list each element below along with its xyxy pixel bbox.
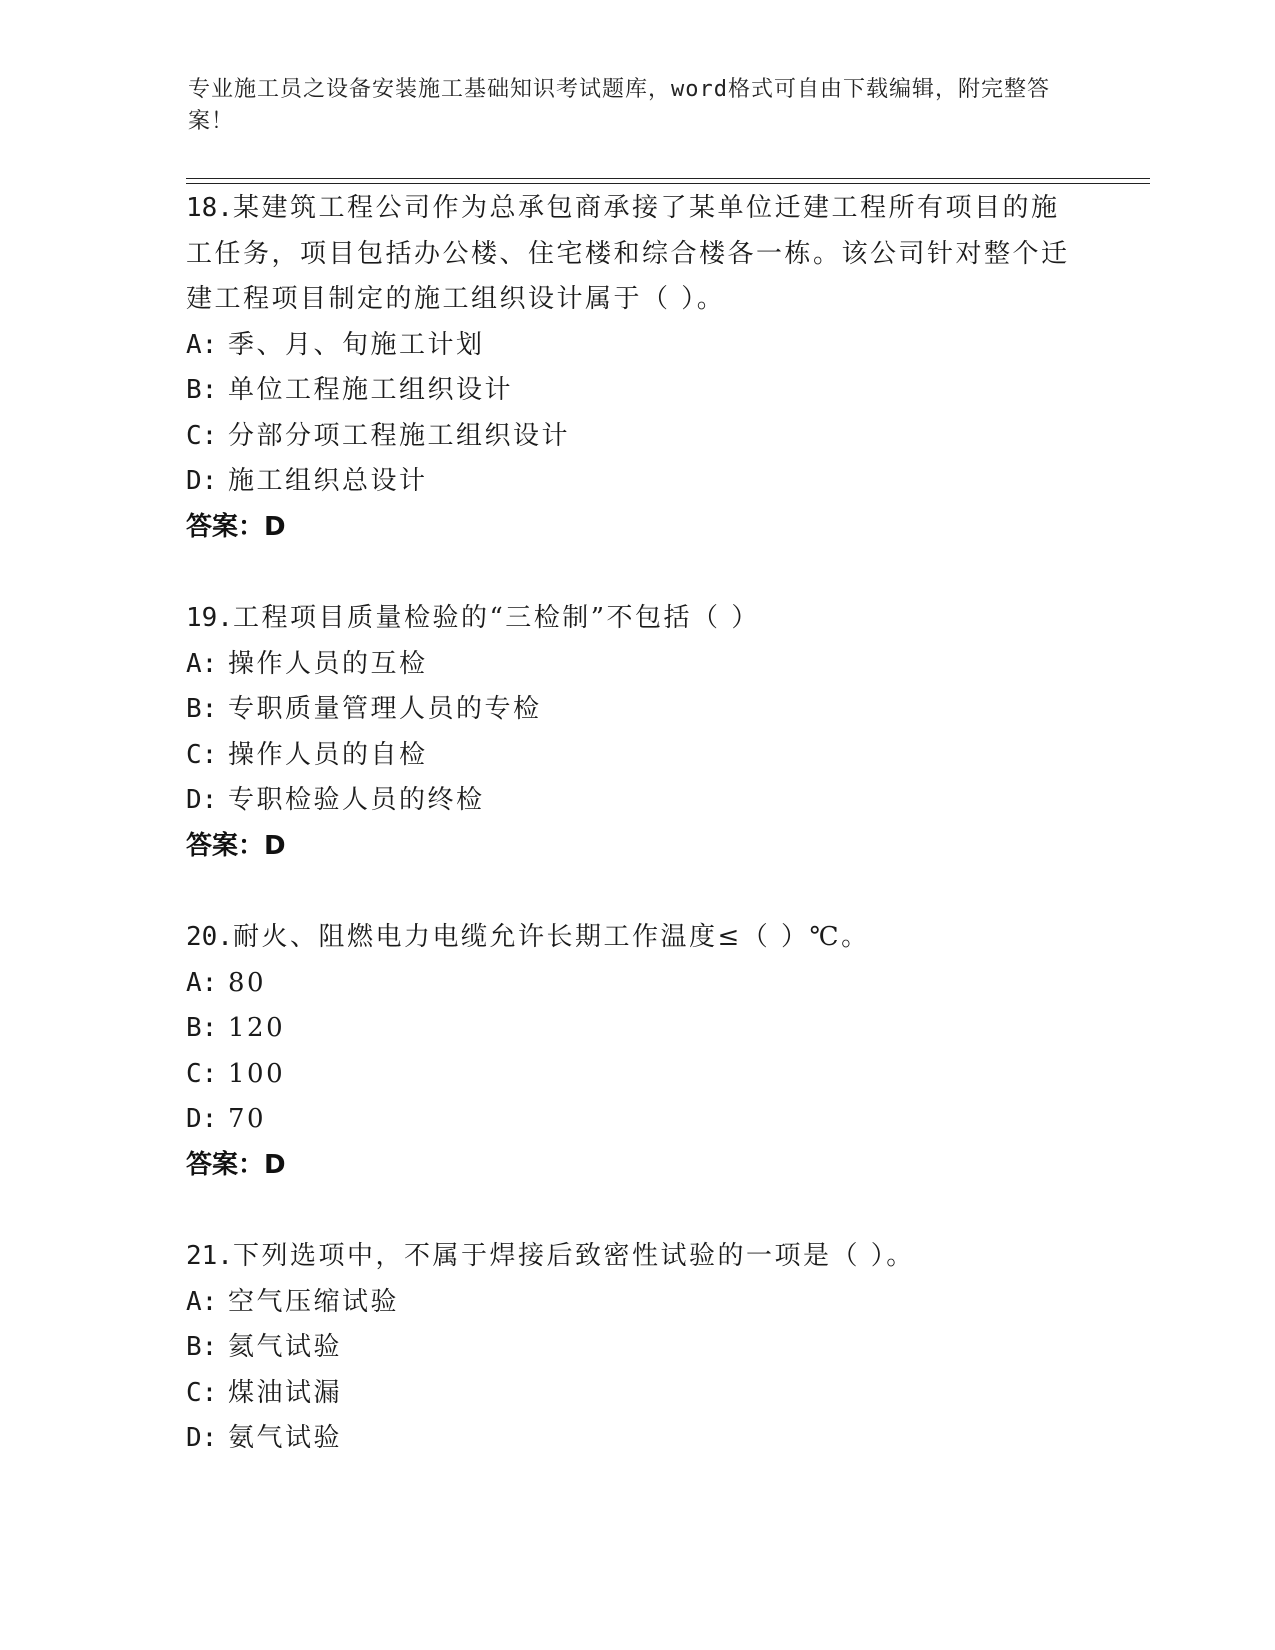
header-divider <box>186 178 1150 184</box>
option-b <box>186 368 1086 414</box>
option-c <box>186 414 1086 460</box>
spacer <box>186 1188 1086 1234</box>
option-key: C: <box>186 420 218 451</box>
option-d <box>186 459 1086 505</box>
question-number: 20. <box>186 922 233 952</box>
option-a <box>186 961 1086 1007</box>
option-text: 100 <box>228 1058 286 1089</box>
question-list <box>186 186 1086 1462</box>
option-b <box>186 687 1086 733</box>
option-c <box>186 1052 1086 1098</box>
question-20 <box>186 915 1086 1188</box>
option-text: 氨气试验 <box>228 1423 343 1453</box>
question-19 <box>186 596 1086 869</box>
option-key: C: <box>186 739 218 770</box>
option-text: 空气压缩试验 <box>228 1286 400 1317</box>
option-c <box>186 1371 1086 1417</box>
option-d <box>186 1416 1086 1462</box>
question-text: 工程项目质量检验的“三检制”不包括（ ） <box>232 603 760 633</box>
question-18 <box>186 186 1086 550</box>
option-key: A: <box>186 648 218 679</box>
option-key: D: <box>186 466 218 496</box>
option-c <box>186 733 1086 779</box>
option-text: 70 <box>228 1104 267 1134</box>
option-text: 专职检验人员的终检 <box>228 785 485 815</box>
option-key: D: <box>186 1104 218 1134</box>
question-stem <box>186 596 1086 642</box>
option-text: 操作人员的自检 <box>228 739 428 770</box>
option-d <box>186 1097 1086 1143</box>
option-text: 分部分项工程施工组织设计 <box>228 420 571 451</box>
spacer <box>186 550 1086 596</box>
option-a <box>186 642 1086 688</box>
option-text: 煤油试漏 <box>228 1377 343 1408</box>
option-key: D: <box>186 785 218 815</box>
option-b <box>186 1006 1086 1052</box>
option-key: A: <box>186 967 218 998</box>
option-key: B: <box>186 1013 218 1043</box>
option-text: 操作人员的互检 <box>228 648 428 679</box>
option-key: B: <box>186 1332 218 1362</box>
option-key: C: <box>186 1058 218 1089</box>
answer-line: 答案：D <box>186 511 286 542</box>
question-number: 19. <box>186 603 233 633</box>
option-text: 季、月、旬施工计划 <box>228 329 485 360</box>
document-header: 专业施工员之设备安装施工基础知识考试题库，word格式可自由下载编辑，附完整答案！ <box>188 77 1050 134</box>
spacer <box>186 869 1086 915</box>
question-text: 耐火、阻燃电力电缆允许长期工作温度≤（ ）℃。 <box>232 922 870 952</box>
question-number: 21. <box>186 1241 233 1271</box>
answer-line: 答案：D <box>186 1149 286 1180</box>
option-key: B: <box>186 375 218 405</box>
question-stem <box>186 186 1086 323</box>
option-a <box>186 323 1086 369</box>
question-text: 下列选项中，不属于焊接后致密性试验的一项是（ ）。 <box>232 1241 915 1271</box>
option-key: C: <box>186 1377 218 1408</box>
answer-line: 答案：D <box>186 830 286 861</box>
question-21 <box>186 1234 1086 1462</box>
option-text: 专职质量管理人员的专检 <box>228 694 542 724</box>
option-a <box>186 1280 1086 1326</box>
question-text: 某建筑工程公司作为总承包商承接了某单位迁建工程所有项目的施工任务，项目包括办公楼、住宅楼和综合楼各一栋。该公司针对整个迁建工程项目制定的施工组织设计属于（ ）。 <box>186 193 1070 314</box>
option-key: A: <box>186 329 218 360</box>
option-b <box>186 1325 1086 1371</box>
option-text: 施工组织总设计 <box>228 466 428 496</box>
option-d <box>186 778 1086 824</box>
question-stem <box>186 1234 1086 1280</box>
option-text: 120 <box>228 1013 286 1043</box>
question-number: 18. <box>186 193 233 223</box>
option-key: A: <box>186 1286 218 1317</box>
option-text: 80 <box>228 967 267 998</box>
option-text: 单位工程施工组织设计 <box>228 375 514 405</box>
option-key: B: <box>186 694 218 724</box>
option-key: D: <box>186 1423 218 1453</box>
question-stem <box>186 915 1086 961</box>
option-text: 氦气试验 <box>228 1332 343 1362</box>
